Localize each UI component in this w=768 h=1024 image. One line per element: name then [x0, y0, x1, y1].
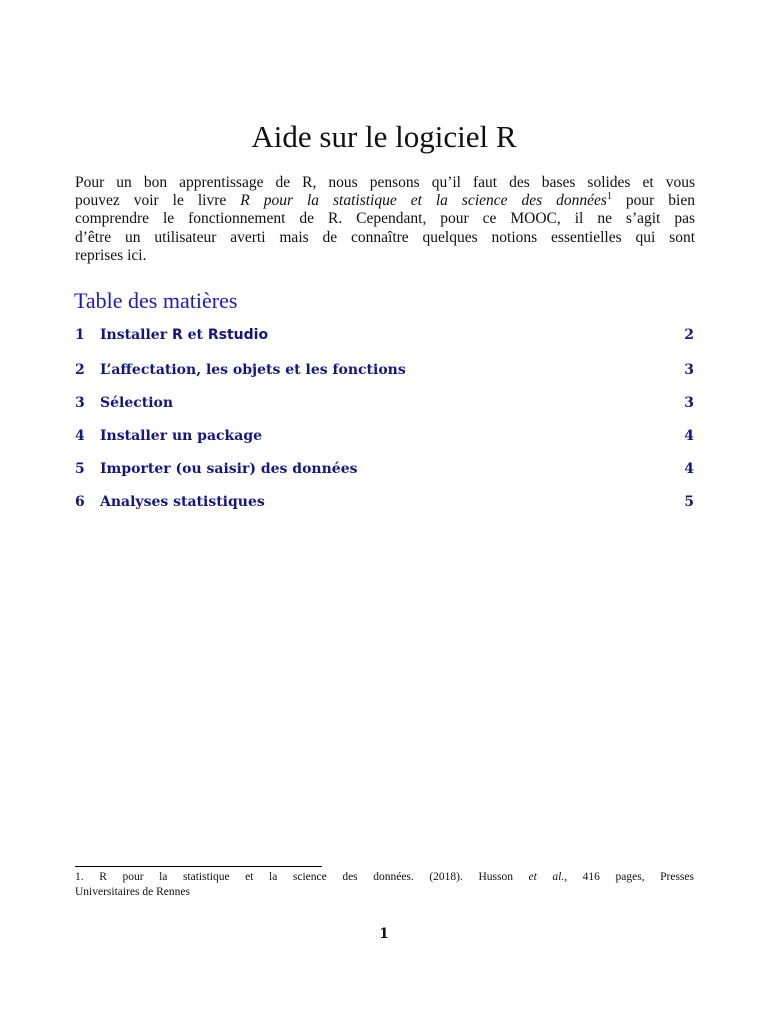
toc-entry-number: 1 [75, 327, 85, 343]
book-title: R pour la statistique et la science des données [240, 192, 607, 210]
page-number: 1 [379, 926, 389, 942]
intro-line-5: reprises ici. [75, 246, 147, 264]
toc-entry-label: Installer R et Rstudio [100, 327, 269, 343]
toc-entry-page: 2 [684, 327, 694, 343]
toc-entry-analyses-statistiques[interactable] [75, 494, 694, 514]
toc-entry-page: 5 [684, 494, 694, 510]
footnote-line-2: Universitaires de Rennes [75, 886, 190, 898]
intro-line-2-end: pour bien [611, 192, 695, 210]
intro-paragraph [75, 174, 695, 265]
intro-line-2-start: pouvez voir le livre [75, 192, 241, 210]
footnote-line-1: 1. R pour la statistique et la science des données. (2018). Husson et al., 416 pages, Presses [75, 871, 694, 883]
footnote-divider [75, 866, 322, 867]
intro-line-1: Pour un bon apprentissage de R, nous pensons qu’il faut des bases solides et vous [75, 174, 695, 191]
toc-entry-number: 4 [75, 428, 85, 444]
toc-entry-page: 3 [684, 362, 694, 378]
toc-entry-number: 5 [75, 461, 85, 477]
toc-entry-page: 3 [684, 395, 694, 411]
toc-entry-label: Installer un package [100, 428, 263, 444]
toc-entry-affectation[interactable] [75, 362, 694, 382]
toc-entry-installer-package[interactable] [75, 428, 694, 448]
toc-entry-page: 4 [684, 461, 694, 477]
toc-entry-number: 6 [75, 494, 85, 510]
toc-entry-number: 3 [75, 395, 85, 411]
intro-line-2 [75, 192, 695, 210]
toc-entry-selection[interactable] [75, 395, 694, 415]
toc-entry-number: 2 [75, 362, 85, 378]
toc-entry-installer-r-rstudio[interactable] [75, 327, 694, 347]
intro-line-3: comprendre le fonctionnement de R. Cependant, pour ce MOOC, il ne s’agit pas [75, 210, 695, 228]
footnote-reference-link[interactable]: 1 [606, 191, 612, 203]
toc-entry-label: L’affectation, les objets et les fonctions [100, 362, 406, 378]
toc-entry-importer-donnees[interactable] [75, 461, 694, 481]
footnote [75, 870, 694, 900]
toc-entry-label: Sélection [100, 395, 174, 411]
toc-heading: Table des matières [74, 288, 238, 313]
toc-entry-label: Importer (ou saisir) des données [100, 461, 358, 477]
toc-entry-page: 4 [684, 428, 694, 444]
intro-line-4: d’être un utilisateur averti mais de connaître quelques notions essentielles qui sont [75, 228, 695, 246]
document-title: Aide sur le logiciel R [251, 118, 517, 154]
toc-entry-label: Analyses statistiques [100, 494, 265, 510]
